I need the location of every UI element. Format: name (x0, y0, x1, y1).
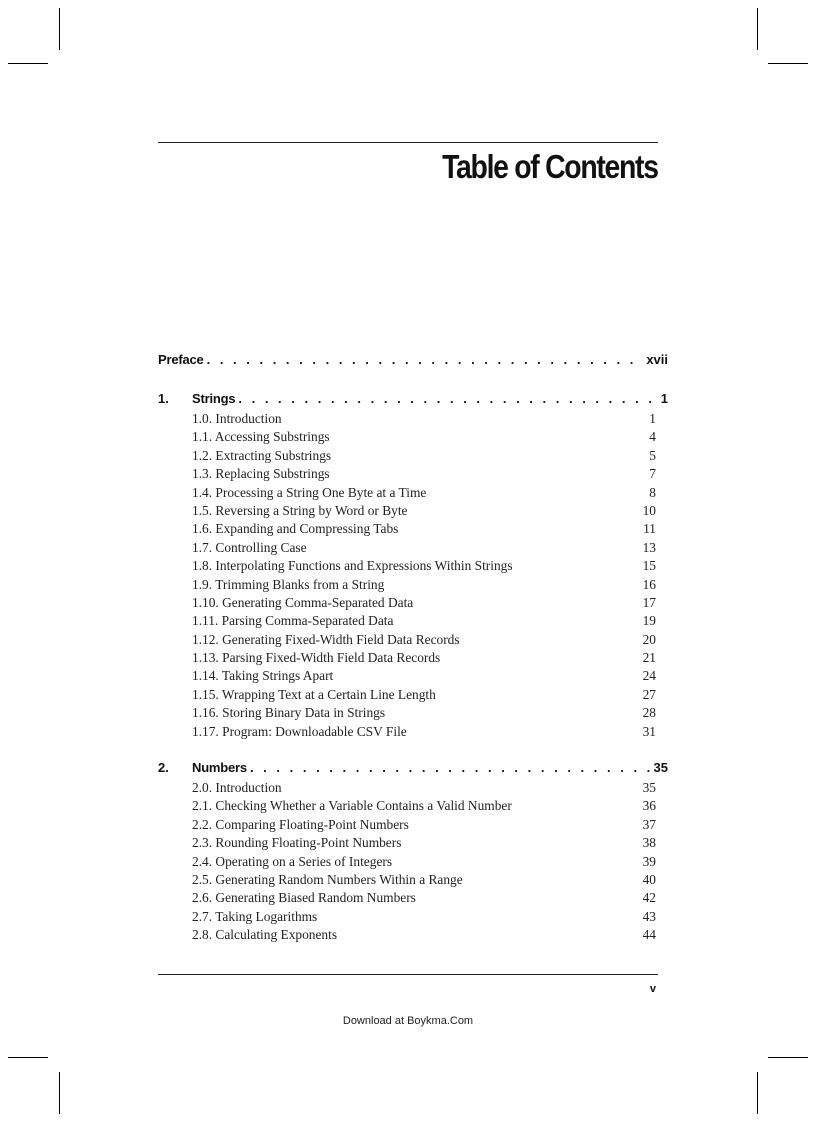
crop-mark (768, 1057, 808, 1058)
crop-mark (8, 1057, 48, 1058)
toc-section[interactable] (158, 539, 668, 557)
toc-section[interactable] (158, 428, 668, 446)
section-list (158, 410, 668, 741)
toc-section[interactable] (158, 871, 668, 889)
section-page: 42 (642, 890, 656, 906)
section-page: 28 (642, 705, 656, 721)
chapter-heading[interactable] (158, 391, 668, 410)
section-title: 2.3. Rounding Floating-Point Numbers (192, 835, 402, 851)
section-page: 37 (642, 816, 656, 832)
dot-leader (207, 352, 644, 367)
section-title: 1.3. Replacing Substrings (192, 466, 330, 482)
section-title: 2.1. Checking Whether a Variable Contains a Valid Number (192, 798, 512, 814)
section-page: 44 (642, 927, 656, 943)
section-title: 1.2. Extracting Substrings (192, 447, 332, 463)
toc-preface-entry[interactable] (158, 352, 668, 371)
section-page: 27 (642, 686, 656, 702)
section-title: 2.8. Calculating Exponents (192, 927, 338, 943)
section-page: 35 (642, 780, 656, 796)
section-page: 5 (649, 447, 656, 463)
chapter-number: 1. (158, 391, 169, 406)
section-title: 1.16. Storing Binary Data in Strings (192, 705, 386, 721)
section-page: 1 (649, 411, 656, 426)
toc-section[interactable] (158, 926, 668, 944)
section-title: 1.11. Parsing Comma-Separated Data (192, 613, 394, 629)
preface-label: Preface (158, 352, 204, 367)
table-of-contents (158, 352, 668, 964)
section-page: 4 (649, 429, 656, 445)
section-page: 36 (642, 798, 656, 814)
section-title: 1.13. Parsing Fixed-Width Field Data Records (192, 650, 441, 666)
section-page: 24 (642, 668, 656, 684)
section-title: 2.5. Generating Random Numbers Within a Range (192, 871, 463, 887)
chapter-title: Strings (192, 391, 236, 406)
section-page: 38 (642, 835, 656, 851)
toc-section[interactable] (158, 686, 668, 704)
chapter-heading[interactable] (158, 760, 668, 779)
toc-section[interactable] (158, 834, 668, 852)
section-page: 21 (642, 650, 656, 666)
section-title: 1.1. Accessing Substrings (192, 429, 330, 445)
section-title: 1.9. Trimming Blanks from a String (192, 576, 385, 592)
crop-mark (757, 1072, 758, 1114)
crop-mark (59, 1072, 60, 1114)
toc-section[interactable] (158, 465, 668, 483)
page-title: Table of Contents (442, 148, 658, 185)
section-title: 2.6. Generating Biased Random Numbers (192, 890, 416, 906)
chapter-number: 2. (158, 760, 169, 776)
toc-section[interactable] (158, 889, 668, 907)
toc-section[interactable] (158, 797, 668, 815)
section-page: 16 (642, 576, 656, 592)
section-title: 1.7. Controlling Case (192, 539, 307, 555)
section-page: 13 (642, 539, 656, 555)
toc-section[interactable] (158, 704, 668, 722)
toc-section[interactable] (158, 576, 668, 594)
crop-mark (8, 63, 48, 64)
toc-section[interactable] (158, 484, 668, 502)
crop-mark (59, 8, 60, 50)
toc-chapter (158, 391, 668, 741)
toc-section[interactable] (158, 816, 668, 834)
toc-section[interactable] (158, 649, 668, 667)
section-title: 2.0. Introduction (192, 780, 282, 796)
chapter-title: Numbers (192, 760, 247, 776)
toc-section[interactable] (158, 853, 668, 871)
top-rule (158, 142, 658, 143)
toc-section[interactable] (158, 779, 668, 797)
toc-section[interactable] (158, 723, 668, 741)
section-page: 10 (642, 502, 656, 518)
section-page: 19 (642, 613, 656, 629)
toc-section[interactable] (158, 447, 668, 465)
page-number: v (649, 983, 656, 995)
section-page: 17 (642, 594, 656, 610)
toc-section[interactable] (158, 631, 668, 649)
dot-leader (250, 760, 651, 775)
section-title: 1.14. Taking Strings Apart (192, 668, 334, 684)
section-title: 1.17. Program: Downloadable CSV File (192, 723, 407, 739)
toc-section[interactable] (158, 520, 668, 538)
dot-leader (238, 391, 657, 406)
section-page: 8 (649, 484, 656, 500)
toc-section[interactable] (158, 410, 668, 428)
section-page: 20 (642, 631, 656, 647)
section-title: 1.15. Wrapping Text at a Certain Line Length (192, 686, 436, 702)
section-title: 1.0. Introduction (192, 411, 282, 426)
section-list (158, 779, 668, 945)
toc-section[interactable] (158, 612, 668, 630)
section-title: 1.12. Generating Fixed-Width Field Data Records (192, 631, 460, 647)
section-title: 2.2. Comparing Floating-Point Numbers (192, 816, 409, 832)
section-title: 2.4. Operating on a Series of Integers (192, 853, 393, 869)
section-title: 1.8. Interpolating Functions and Expressions Within Strings (192, 558, 513, 574)
chapter-page: 1 (660, 391, 668, 406)
chapter-page: 35 (653, 760, 668, 776)
section-page: 43 (642, 908, 656, 924)
crop-mark (757, 8, 758, 50)
bottom-rule (158, 974, 658, 975)
toc-section[interactable] (158, 502, 668, 520)
toc-section[interactable] (158, 908, 668, 926)
section-title: 1.4. Processing a String One Byte at a Time (192, 484, 427, 500)
section-page: 15 (642, 558, 656, 574)
toc-section[interactable] (158, 557, 668, 575)
section-page: 39 (642, 853, 656, 869)
toc-section[interactable] (158, 667, 668, 685)
section-title: 1.6. Expanding and Compressing Tabs (192, 521, 399, 537)
section-title: 1.10. Generating Comma-Separated Data (192, 594, 414, 610)
section-page: 11 (643, 521, 656, 537)
section-title: 1.5. Reversing a String by Word or Byte (192, 502, 408, 518)
preface-page: xvii (646, 352, 668, 367)
crop-mark (768, 63, 808, 64)
toc-chapter (158, 760, 668, 945)
section-page: 7 (649, 466, 656, 482)
section-page: 31 (642, 723, 656, 739)
section-title: 2.7. Taking Logarithms (192, 908, 318, 924)
download-footer: Download at Boykma.Com (342, 1015, 474, 1027)
section-page: 40 (642, 871, 656, 887)
toc-section[interactable] (158, 594, 668, 612)
